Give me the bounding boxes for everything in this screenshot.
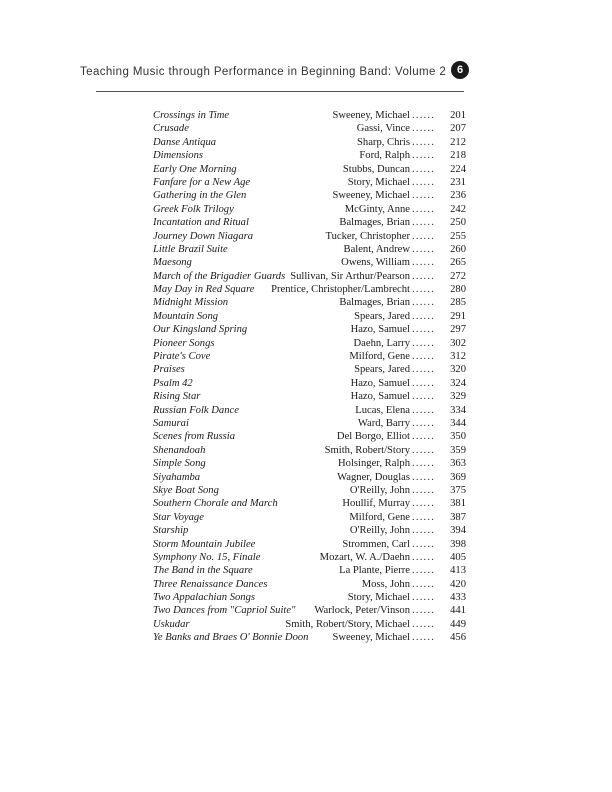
toc-entry <box>153 270 466 283</box>
toc-entry-dot-leader: ...... <box>412 284 436 296</box>
toc-entry-composer: Sullivan, Sir Arthur/Pearson <box>290 270 410 282</box>
toc-entry <box>153 457 466 470</box>
toc-entry <box>153 109 466 122</box>
toc-entry-composer: Balmages, Brian <box>339 217 410 229</box>
toc-entry-title: Praises <box>153 364 185 376</box>
toc-entry-page-number: 369 <box>450 471 466 483</box>
toc-entry-title: Shenandoah <box>153 444 206 456</box>
toc-entry-page-number: 207 <box>450 123 466 135</box>
toc-entry <box>153 591 466 604</box>
toc-entry <box>153 444 466 457</box>
toc-entry-dot-leader: ...... <box>412 217 436 229</box>
toc-entry-title: Ye Banks and Braes O' Bonnie Doon <box>153 632 309 644</box>
toc-entry-composer: Ford, Ralph <box>359 150 410 162</box>
toc-entry-title: The Band in the Square <box>153 565 253 577</box>
toc-entry-dot-leader: ...... <box>412 618 436 630</box>
toc-entry <box>153 337 466 350</box>
toc-entry-dot-leader: ...... <box>412 351 436 363</box>
toc-entry-dot-leader: ...... <box>412 471 436 483</box>
toc-entry-dot-leader: ...... <box>412 110 436 121</box>
toc-entry-title: Mountain Song <box>153 310 219 322</box>
toc-entry-dot-leader: ...... <box>412 525 436 537</box>
header-rule <box>96 91 464 92</box>
toc-entry-composer: Balent, Andrew <box>343 243 410 255</box>
toc-entry <box>153 176 466 189</box>
toc-entry-composer: Lucas, Elena <box>355 404 410 416</box>
toc-entry-title: Samurai <box>153 417 189 429</box>
toc-entry-composer: Sweeney, Michael <box>332 632 410 644</box>
toc-entry-page-number: 405 <box>450 551 466 563</box>
toc-entry-composer: Sweeney, Michael <box>332 110 410 121</box>
toc-entry <box>153 631 466 644</box>
toc-entry <box>153 256 466 269</box>
toc-entry-composer: Sweeney, Michael <box>332 190 410 202</box>
toc-entry-page-number: 272 <box>450 270 466 282</box>
toc-entry-page-number: 201 <box>450 110 466 121</box>
toc-entry-title: Little Brazil Suite <box>153 243 228 255</box>
toc-entry <box>153 283 466 296</box>
toc-entry <box>153 511 466 524</box>
toc-entry <box>153 578 466 591</box>
toc-entry-page-number: 291 <box>450 310 466 322</box>
toc-entry-dot-leader: ...... <box>412 243 436 255</box>
toc-entry-dot-leader: ...... <box>412 632 436 644</box>
toc-entry-dot-leader: ...... <box>412 484 436 496</box>
toc-entry-page-number: 212 <box>450 136 466 148</box>
toc-entry <box>153 163 466 176</box>
toc-entry <box>153 497 466 510</box>
toc-entry-title: Symphony No. 15, Finale <box>153 551 261 563</box>
toc-entry <box>153 230 466 243</box>
toc-entry-dot-leader: ...... <box>412 538 436 550</box>
toc-entry <box>153 564 466 577</box>
toc-entry-page-number: 224 <box>450 163 466 175</box>
toc-entry-dot-leader: ...... <box>412 605 436 617</box>
toc-entry <box>153 189 466 202</box>
toc-entry-dot-leader: ...... <box>412 565 436 577</box>
toc-entry-page-number: 265 <box>450 257 466 269</box>
toc-entry-dot-leader: ...... <box>412 190 436 202</box>
toc-entry-composer: Warlock, Peter/Vinson <box>314 605 410 617</box>
toc-entry-page-number: 433 <box>450 592 466 604</box>
toc-entry-composer: Prentice, Christopher/Lambrecht <box>271 284 410 296</box>
toc-entry-title: Maesong <box>153 257 192 269</box>
toc-entry-composer: Spears, Jared <box>354 310 410 322</box>
toc-entry-dot-leader: ...... <box>412 551 436 563</box>
toc-entry-page-number: 255 <box>450 230 466 242</box>
toc-entry <box>153 524 466 537</box>
toc-entry-page-number: 302 <box>450 337 466 349</box>
toc-entry-dot-leader: ...... <box>412 337 436 349</box>
table-of-contents <box>153 109 466 645</box>
toc-entry <box>153 417 466 430</box>
toc-entry-title: Rising Star <box>153 391 201 403</box>
toc-entry-page-number: 350 <box>450 431 466 443</box>
toc-entry-title: Our Kingsland Spring <box>153 324 248 336</box>
toc-entry-composer: McGinty, Anne <box>344 203 410 215</box>
toc-entry-composer: Holsinger, Ralph <box>338 458 410 470</box>
toc-entry-title: Crossings in Time <box>153 110 230 121</box>
toc-entry-page-number: 398 <box>450 538 466 550</box>
toc-entry-dot-leader: ...... <box>412 310 436 322</box>
toc-entry-title: Siyahamba <box>153 471 201 483</box>
toc-entry-composer: Sharp, Chris <box>357 136 410 148</box>
toc-entry-page-number: 218 <box>450 150 466 162</box>
toc-entry-dot-leader: ...... <box>412 203 436 215</box>
toc-entry <box>153 136 466 149</box>
toc-entry <box>153 310 466 323</box>
toc-entry-title: Three Renaissance Dances <box>153 578 268 590</box>
toc-entry-title: Two Appalachian Songs <box>153 592 256 604</box>
toc-entry-title: Early One Morning <box>153 163 237 175</box>
toc-entry-dot-leader: ...... <box>412 458 436 470</box>
toc-entry-composer: O'Reilly, John <box>349 484 410 496</box>
toc-entry <box>153 296 466 309</box>
toc-entry-title: Gathering in the Glen <box>153 190 247 202</box>
running-header: Teaching Music through Performance in Beginning Band: Volume 2 <box>80 66 447 78</box>
toc-entry-composer: Story, Michael <box>347 592 410 604</box>
toc-entry-page-number: 394 <box>450 525 466 537</box>
toc-entry-composer: Gassi, Vince <box>356 123 410 135</box>
toc-entry-composer: Balmages, Brian <box>339 297 410 309</box>
toc-entry-composer: Wagner, Douglas <box>337 471 410 483</box>
toc-entry <box>153 618 466 631</box>
toc-entry-composer: Del Borgo, Elliot <box>336 431 410 443</box>
toc-entry-title: Uskudar <box>153 618 190 630</box>
toc-entry-page-number: 381 <box>450 498 466 510</box>
toc-entry <box>153 216 466 229</box>
toc-entry <box>153 471 466 484</box>
toc-entry-dot-leader: ...... <box>412 123 436 135</box>
toc-entry-page-number: 297 <box>450 324 466 336</box>
toc-entry-composer: Tucker, Christopher <box>325 230 410 242</box>
toc-entry-title: Storm Mountain Jubilee <box>153 538 256 550</box>
toc-entry-page-number: 324 <box>450 377 466 389</box>
toc-entry-title: Scenes from Russia <box>153 431 235 443</box>
toc-entry-page-number: 359 <box>450 444 466 456</box>
toc-entry <box>153 243 466 256</box>
toc-entry <box>153 484 466 497</box>
toc-entry-title: Skye Boat Song <box>153 484 219 496</box>
toc-entry-page-number: 334 <box>450 404 466 416</box>
toc-entry-title: Simple Song <box>153 458 206 470</box>
toc-entry-title: Russian Folk Dance <box>153 404 239 416</box>
toc-entry-dot-leader: ...... <box>412 230 436 242</box>
toc-entry-composer: Daehn, Larry <box>353 337 410 349</box>
toc-entry-dot-leader: ...... <box>412 417 436 429</box>
toc-entry-title: Crusade <box>153 123 189 135</box>
toc-entry-page-number: 375 <box>450 484 466 496</box>
toc-entry-page-number: 441 <box>450 605 466 617</box>
toc-entry-dot-leader: ...... <box>412 364 436 376</box>
toc-entry-composer: Hazo, Samuel <box>350 391 410 403</box>
toc-entry-page-number: 456 <box>450 632 466 644</box>
toc-entry-dot-leader: ...... <box>412 297 436 309</box>
toc-entry-dot-leader: ...... <box>412 136 436 148</box>
toc-entry-title: May Day in Red Square <box>153 284 255 296</box>
toc-entry-title: Midnight Mission <box>153 297 229 309</box>
toc-entry-dot-leader: ...... <box>412 431 436 443</box>
toc-entry <box>153 551 466 564</box>
toc-entry-composer: Hazo, Samuel <box>350 377 410 389</box>
toc-entry-page-number: 250 <box>450 217 466 229</box>
toc-entry-page-number: 329 <box>450 391 466 403</box>
toc-entry <box>153 149 466 162</box>
toc-entry-title: Dimensions <box>153 150 204 162</box>
toc-entry-composer: Owens, William <box>341 257 410 269</box>
toc-entry-title: Starship <box>153 525 189 537</box>
toc-entry-dot-leader: ...... <box>412 592 436 604</box>
toc-entry-title: Danse Antiqua <box>153 136 217 148</box>
toc-entry-title: March of the Brigadier Guards <box>153 270 286 282</box>
toc-entry-page-number: 420 <box>450 578 466 590</box>
toc-entry-dot-leader: ...... <box>412 444 436 456</box>
toc-entry-page-number: 363 <box>450 458 466 470</box>
toc-entry-composer: La Plante, Pierre <box>339 565 410 577</box>
toc-entry-title: Greek Folk Trilogy <box>153 203 234 215</box>
toc-entry-dot-leader: ...... <box>412 578 436 590</box>
toc-entry-page-number: 320 <box>450 364 466 376</box>
toc-entry-page-number: 236 <box>450 190 466 202</box>
toc-entry-page-number: 387 <box>450 511 466 523</box>
toc-entry-dot-leader: ...... <box>412 176 436 188</box>
toc-entry <box>153 377 466 390</box>
toc-entry-dot-leader: ...... <box>412 270 436 282</box>
toc-entry-page-number: 344 <box>450 417 466 429</box>
toc-entry-title: Star Voyage <box>153 511 204 523</box>
toc-entry <box>153 538 466 551</box>
toc-entry-page-number: 449 <box>450 618 466 630</box>
toc-entry-composer: Strommen, Carl <box>342 538 410 550</box>
toc-entry <box>153 323 466 336</box>
toc-entry <box>153 390 466 403</box>
toc-entry-page-number: 242 <box>450 203 466 215</box>
toc-entry-title: Psalm 42 <box>153 377 193 389</box>
toc-entry <box>153 122 466 135</box>
toc-entry-title: Pirate's Cove <box>153 351 211 363</box>
toc-entry <box>153 350 466 363</box>
toc-entry <box>153 404 466 417</box>
toc-entry-composer: Milford, Gene <box>349 511 410 523</box>
toc-entry-page-number: 413 <box>450 565 466 577</box>
toc-entry-composer: Spears, Jared <box>354 364 410 376</box>
toc-entry-title: Fanfare for a New Age <box>153 176 251 188</box>
toc-entry-composer: Milford, Gene <box>349 351 410 363</box>
toc-entry-composer: Hazo, Samuel <box>350 324 410 336</box>
toc-entry-dot-leader: ...... <box>412 150 436 162</box>
toc-entry-dot-leader: ...... <box>412 163 436 175</box>
toc-entry-dot-leader: ...... <box>412 498 436 510</box>
page-number-badge: 6 <box>451 61 469 79</box>
toc-entry-page-number: 312 <box>450 351 466 363</box>
toc-entry-composer: Houllif, Murray <box>342 498 410 510</box>
toc-entry-page-number: 285 <box>450 297 466 309</box>
toc-entry-dot-leader: ...... <box>412 377 436 389</box>
toc-entry <box>153 604 466 617</box>
toc-entry-composer: Mozart, W. A./Daehn <box>319 551 410 563</box>
toc-entry-composer: Ward, Barry <box>357 417 410 429</box>
toc-entry-dot-leader: ...... <box>412 511 436 523</box>
toc-entry-dot-leader: ...... <box>412 324 436 336</box>
toc-entry-page-number: 231 <box>450 176 466 188</box>
toc-entry-dot-leader: ...... <box>412 404 436 416</box>
toc-entry-title: Pioneer Songs <box>153 337 215 349</box>
toc-entry <box>153 203 466 216</box>
toc-entry-title: Two Dances from "Capriol Suite" <box>153 605 296 617</box>
toc-entry-composer: Story, Michael <box>347 176 410 188</box>
toc-entry-composer: Smith, Robert/Story, Michael <box>285 618 410 630</box>
toc-entry <box>153 430 466 443</box>
toc-entry-composer: Smith, Robert/Story <box>324 444 410 456</box>
toc-entry-composer: O'Reilly, John <box>349 525 410 537</box>
toc-entry-title: Journey Down Niagara <box>153 230 254 242</box>
toc-entry-dot-leader: ...... <box>412 391 436 403</box>
toc-entry-title: Southern Chorale and March <box>153 498 278 510</box>
toc-entry-title: Incantation and Ritual <box>153 217 249 229</box>
toc-entry-page-number: 260 <box>450 243 466 255</box>
toc-entry <box>153 363 466 376</box>
toc-entry-composer: Stubbs, Duncan <box>342 163 410 175</box>
toc-entry-composer: Moss, John <box>361 578 410 590</box>
toc-entry-page-number: 280 <box>450 284 466 296</box>
toc-entry-dot-leader: ...... <box>412 257 436 269</box>
